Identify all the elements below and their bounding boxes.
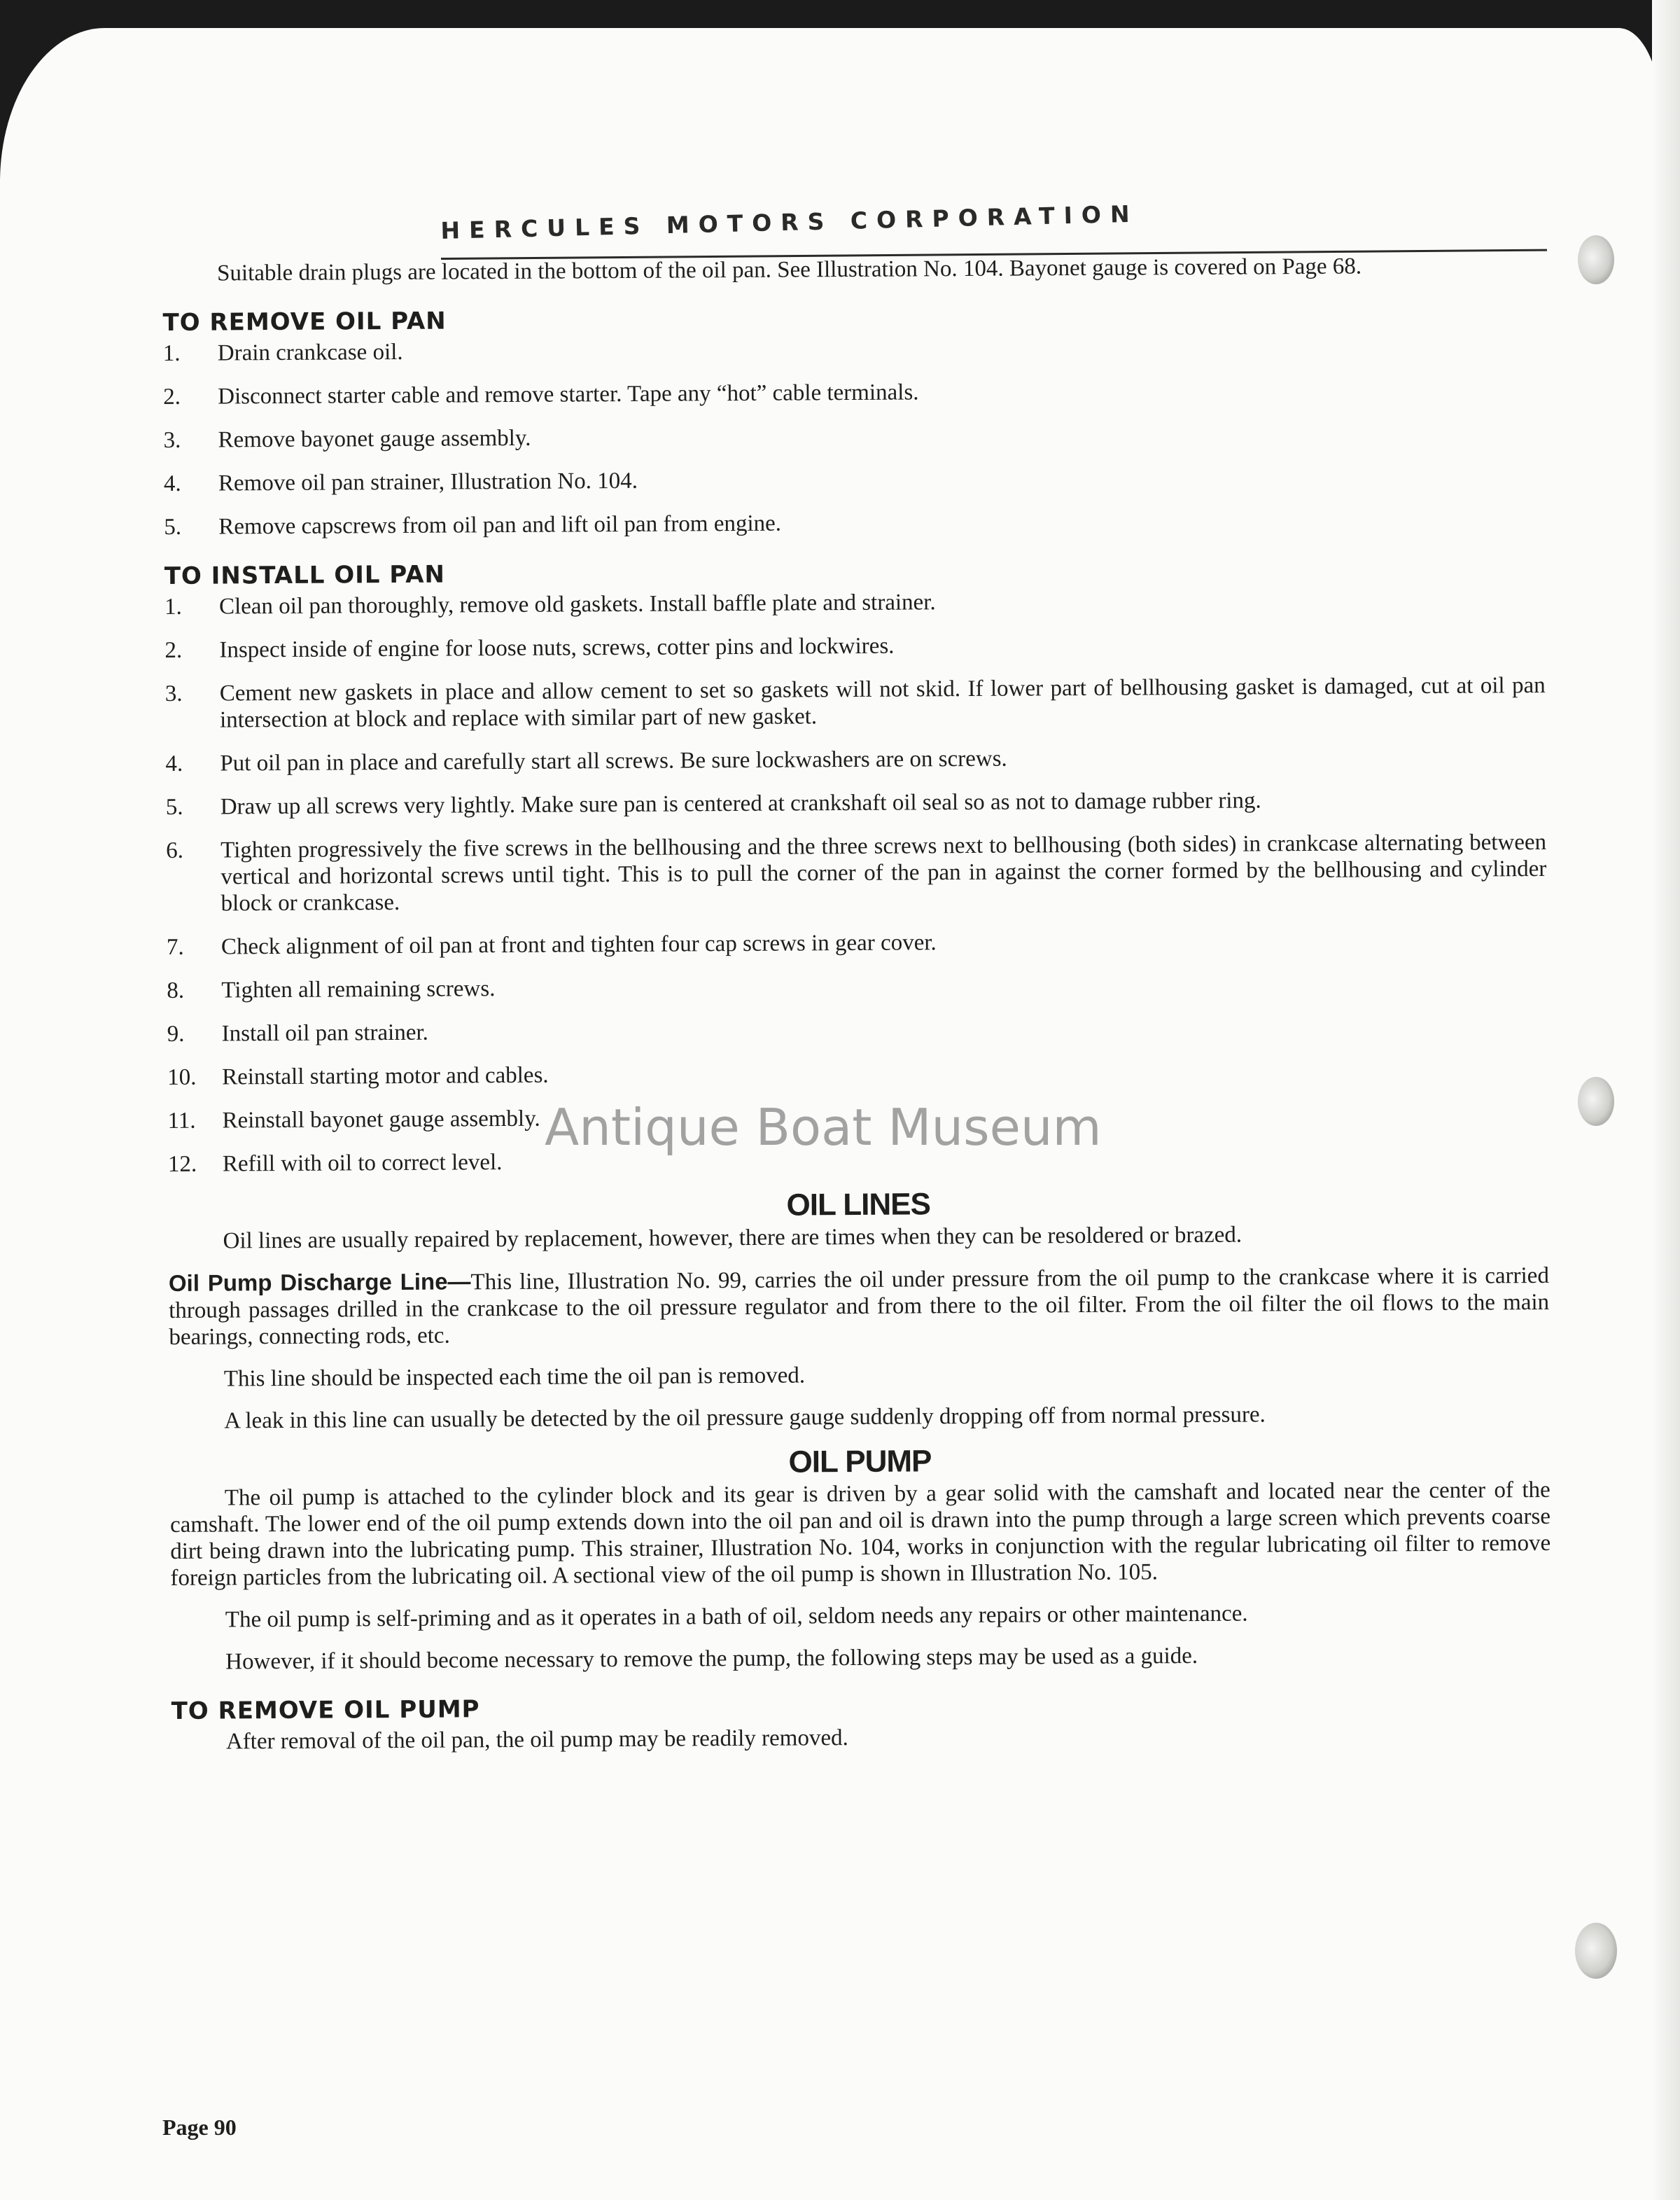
step-number: 7. bbox=[166, 934, 184, 960]
step-number: 3. bbox=[164, 681, 183, 706]
list-item bbox=[163, 419, 1544, 454]
step-number: 10. bbox=[167, 1064, 197, 1090]
list-item bbox=[164, 585, 1545, 620]
remove-oil-pump-text: After removal of the oil pan, the oil pump may be readily removed. bbox=[225, 1725, 848, 1755]
leak-paragraph: A leak in this line can usually be detected by the oil pressure gauge suddenly dropping off from normal pressure. bbox=[224, 1402, 1266, 1434]
step-number: 12. bbox=[167, 1151, 197, 1177]
list-item bbox=[165, 742, 1546, 777]
step-number: 11. bbox=[167, 1108, 196, 1134]
step-text: Disconnect starter cable and remove starter. Tape any “hot” cable terminals. bbox=[218, 380, 919, 410]
inspect-paragraph: This line should be inspected each time the oil pan is removed. bbox=[223, 1363, 806, 1392]
list-item bbox=[165, 672, 1546, 734]
step-number: 6. bbox=[166, 837, 184, 863]
step-text: Refill with oil to correct level. bbox=[222, 1150, 503, 1177]
step-number: 3. bbox=[163, 427, 181, 453]
watermark: Antique Boat Museum bbox=[545, 1098, 1102, 1157]
oil-pump-paragraph-1: The oil pump is attached to the cylinder block and its gear is driven by a gear solid with the camshaft and located near the center of the camshaft. The lower end of the oil pump extends down into the oil pan and oil is drawn into the pump through a large screen which prevents coarse dirt being drawn into the lubricating pump. This strainer, Illustration No. 104, works in conjunction with the regular lubricating oil filter to remove foreign particles from the lubricating oil. A sectional view of the oil pump is shown in Illustration No. 105. bbox=[169, 1477, 1551, 1591]
oil-pump-paragraph-3: However, if it should become necessary to remove the pump, the following steps may be used as a guide. bbox=[225, 1643, 1198, 1675]
step-number: 4. bbox=[165, 751, 183, 777]
list-item bbox=[166, 829, 1547, 917]
install-oil-pan-steps bbox=[164, 585, 1548, 1178]
intro-paragraph: Suitable drain plugs are located in the bottom of the oil pan. See Illustration No. 104. Bayonet gauge is covered on Page 68. bbox=[217, 253, 1362, 286]
step-number: 5. bbox=[164, 514, 182, 540]
step-text: Reinstall starting motor and cables. bbox=[222, 1062, 549, 1090]
discharge-line-paragraph bbox=[169, 1262, 1550, 1351]
list-item bbox=[164, 462, 1544, 497]
step-text: Install oil pan strainer. bbox=[221, 1019, 428, 1047]
page-number: Page 90 bbox=[162, 2115, 237, 2140]
page-content bbox=[162, 252, 1552, 1755]
step-text: Remove oil pan strainer, Illustration No. 104. bbox=[218, 468, 638, 496]
step-number: 1. bbox=[162, 340, 181, 366]
list-item bbox=[163, 332, 1544, 367]
step-number: 4. bbox=[163, 471, 181, 496]
header-title: HERCULES MOTORS CORPORATION bbox=[440, 200, 1140, 244]
list-item bbox=[167, 1056, 1548, 1091]
remove-oil-pan-heading: TO REMOVE OIL PAN bbox=[162, 307, 447, 337]
list-item bbox=[164, 629, 1545, 664]
step-text: Remove capscrews from oil pan and lift oil pan from engine. bbox=[218, 510, 782, 540]
step-text: Put oil pan in place and carefully start all screws. Be sure lockwashers are on screws. bbox=[220, 746, 1007, 777]
discharge-line-text: This line, Illustration No. 99, carries the oil under pressure from the oil pump to the crankcase where it is carried through passages drilled in the crankcase to the oil pressure regulator and from there to the oil filter. From the oil filter the oil flows to the main bearings, connecting rods, etc. bbox=[169, 1262, 1550, 1350]
remove-oil-pan-steps bbox=[163, 332, 1545, 541]
step-text: Clean oil pan thoroughly, remove old gaskets. Install baffle plate and strainer. bbox=[218, 590, 936, 620]
step-text: Check alignment of oil pan at front and tighten four cap screws in gear cover. bbox=[220, 930, 937, 960]
step-number: 2. bbox=[163, 384, 181, 410]
oil-pump-heading: OIL PUMP bbox=[788, 1444, 932, 1480]
binder-hole-icon bbox=[1578, 235, 1614, 284]
step-text: Inspect inside of engine for loose nuts, screws, cotter pins and lockwires. bbox=[219, 633, 895, 663]
list-item bbox=[167, 1012, 1548, 1047]
document-page bbox=[0, 28, 1660, 2200]
install-oil-pan-heading: TO INSTALL OIL PAN bbox=[164, 560, 446, 590]
step-text: Drain crankcase oil. bbox=[217, 339, 403, 366]
step-text: Cement new gaskets in place and allow cement to set so gaskets will not skid. If lower part of bellhousing gasket is damaged, cut at oil pan intersection at block and replace with similar part of new gasket. bbox=[219, 672, 1546, 733]
list-item bbox=[167, 969, 1547, 1004]
page-header bbox=[441, 189, 1547, 259]
page-edge-shadow bbox=[1652, 0, 1680, 2200]
step-text: Tighten progressively the five screws in the bellhousing and the three screws next to bellhousing (both sides) in crankcase alternating between vertical and horizontal screws until tight. This is to pull the corner of the pan in against the corner formed by the bellhousing and cylinder block or crankcase. bbox=[220, 829, 1547, 917]
step-text: Remove bayonet gauge assembly. bbox=[218, 425, 531, 453]
step-text: Draw up all screws very lightly. Make sure pan is centered at crankshaft oil seal so as not to damage rubber ring. bbox=[220, 788, 1261, 820]
list-item bbox=[166, 786, 1546, 821]
oil-lines-heading: OIL LINES bbox=[786, 1187, 931, 1223]
binder-hole-icon bbox=[1575, 1923, 1617, 1979]
remove-oil-pump-heading: TO REMOVE OIL PUMP bbox=[171, 1695, 480, 1725]
step-number: 9. bbox=[167, 1021, 185, 1047]
oil-pump-paragraph-2: The oil pump is self-priming and as it operates in a bath of oil, seldom needs any repairs or other maintenance. bbox=[225, 1601, 1248, 1633]
list-item bbox=[167, 926, 1547, 961]
step-text: Tighten all remaining screws. bbox=[221, 976, 496, 1003]
step-number: 1. bbox=[164, 594, 182, 620]
discharge-line-label: Oil Pump Discharge Line— bbox=[168, 1268, 471, 1296]
step-text: Reinstall bayonet gauge assembly. bbox=[222, 1106, 540, 1134]
binder-hole-icon bbox=[1578, 1077, 1614, 1126]
step-number: 2. bbox=[164, 637, 183, 663]
oil-lines-intro: Oil lines are usually repaired by replacement, however, there are times when they can be resoldered or brazed. bbox=[223, 1222, 1242, 1254]
step-number: 8. bbox=[167, 977, 185, 1003]
step-number: 5. bbox=[165, 794, 183, 820]
list-item bbox=[164, 506, 1544, 541]
list-item bbox=[163, 375, 1544, 410]
